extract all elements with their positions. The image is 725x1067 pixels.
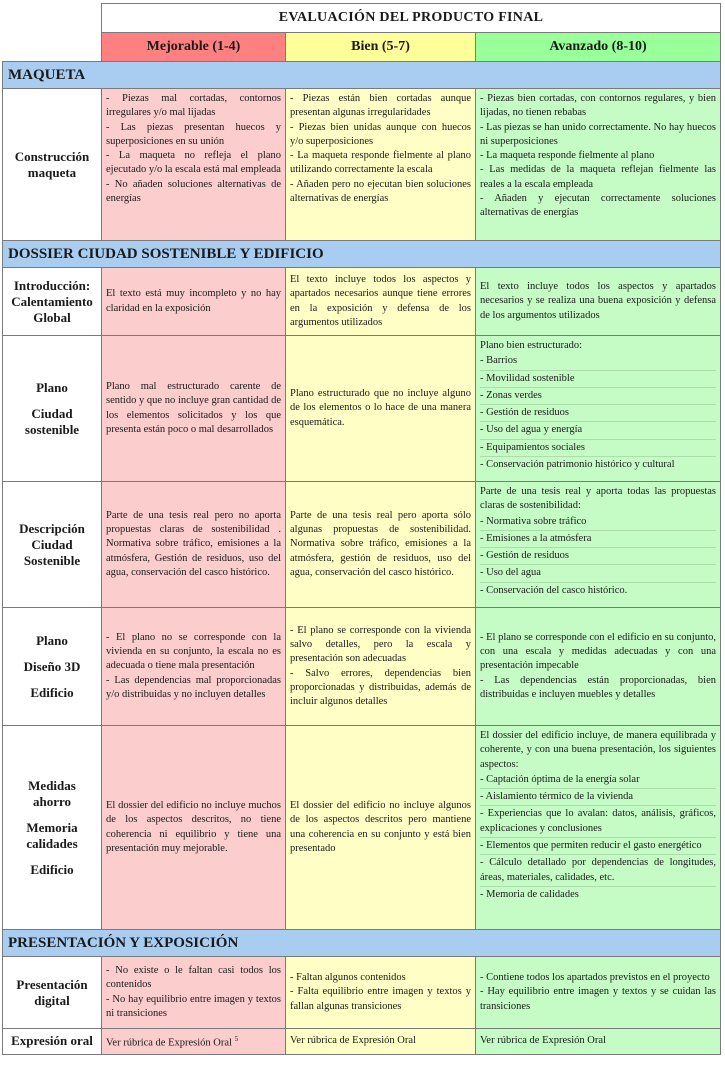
criterion-presentacion-digital: Presentación digital xyxy=(3,957,102,1029)
presentacion-digital-mejorable: - No existe o le faltan casi todos los contenidos - No hay equilibrio entre imagen y textos ni transiciones xyxy=(102,957,286,1029)
list-item: - Gestión de residuos xyxy=(480,548,716,565)
criterion-plano-edificio: Plano Diseño 3D Edificio xyxy=(3,608,102,726)
criterion-plano-ciudad: Plano Ciudad sostenible xyxy=(3,336,102,482)
medidas-avanzado: El dossier del edificio incluye, de manera equilibrada y coherente, y con una buena presentación, los siguientes aspectos: - Captación óptima de la energía solar - Aislamiento térmico de la vivienda - Experiencias que lo avalan: datos, análisis, gráficos, explicaciones y conclusiones - Elementos que permiten reducir el gasto energético - Cálculo detallado por dependencias de longitudes, áreas, materiales, calidades, etc. - Memoria de calidades xyxy=(476,726,721,930)
construccion-mejorable: - Piezas mal cortadas, contornos irregulares y/o mal lijadas - Las piezas presentan huecos y superposiciones en su unión - La maqueta no refleja el plano ejecutado y/o la escala está mal empleada - No añaden soluciones alternativas de energías xyxy=(102,89,286,241)
introduccion-avanzado: El texto incluye todos los aspectos y apartados necesarios y se realiza una buena exposición y defensa de los argumentos utilizados xyxy=(476,268,721,336)
list-item: - Zonas verdes xyxy=(480,388,716,405)
list-item: - Uso del agua y energía xyxy=(480,422,716,439)
level-mejorable: Mejorable (1-4) xyxy=(102,33,286,62)
list-item: - Memoria de calidades xyxy=(480,888,579,900)
plano-edificio-avanzado: - El plano se corresponde con el edificio en su conjunto, con una escala y medidas adecuadas y con una presentación impecable - Las dependencias están proporcionadas, bien distribuidas e incluyen muebles y detalles xyxy=(476,608,721,726)
expresion-oral-avanzado: Ver rúbrica de Expresión Oral xyxy=(476,1029,721,1055)
criterion-expresion-oral: Expresión oral xyxy=(3,1029,102,1055)
expresion-oral-mejorable: Ver rúbrica de Expresión Oral $^5$ xyxy=(102,1029,286,1055)
construccion-bien: - Piezas están bien cortadas aunque presentan algunas irregularidades - Piezas bien unidas aunque con huecos y/o superposiciones - La maqueta responde fielmente al plano utilizando correctamente la escala - Añaden pero no ejecutan bien soluciones alternativas de energías xyxy=(286,89,476,241)
evaluation-rubric-table xyxy=(2,3,721,1055)
introduccion-mejorable: El texto está muy incompleto y no hay claridad en la exposición xyxy=(102,268,286,336)
list-item: - Movilidad sostenible xyxy=(480,371,716,388)
section-dossier: DOSSIER CIUDAD SOSTENIBLE Y EDIFICIO xyxy=(3,241,721,268)
presentacion-digital-bien: - Faltan algunos contenidos - Falta equilibrio entre imagen y textos y fallan algunas transiciones xyxy=(286,957,476,1029)
plano-ciudad-mejorable: Plano mal estructurado carente de sentido y que no incluye gran cantidad de los elementos solicitados y los que presenta están poco o mal desarrollados xyxy=(102,336,286,482)
section-presentacion: PRESENTACIÓN Y EXPOSICIÓN xyxy=(3,930,721,957)
level-bien: Bien (5-7) xyxy=(286,33,476,62)
footnote-marker: 5 xyxy=(234,1035,239,1043)
medidas-mejorable: El dossier del edificio no incluye muchos de los aspectos descritos, no tiene coherencia ni equilibrio y tiene una presentación muy mejorable. xyxy=(102,726,286,930)
descripcion-bien: Parte de una tesis real pero aporta sólo algunas propuestas de sostenibilidad. Normativa sobre tráfico, emisiones a la atmósfera, gestión de residuos, uso del agua, conservación del casco histórico. xyxy=(286,482,476,608)
list-item: - Aislamiento térmico de la vivienda xyxy=(480,789,716,806)
list-item: - Gestión de residuos xyxy=(480,405,716,422)
list-item: - Elementos que permiten reducir el gasto energético xyxy=(480,838,716,855)
introduccion-bien: El texto incluye todos los aspectos y apartados necesarios aunque tiene errores en la exposición y defensa de los argumentos utilizados xyxy=(286,268,476,336)
list-item: - Emisiones a la atmósfera xyxy=(480,531,716,548)
list-item: - Experiencias que lo avalan: datos, análisis, gráficos, explicaciones y conclusiones xyxy=(480,806,716,838)
list-item: - Barrios xyxy=(480,353,716,370)
expresion-oral-bien: Ver rúbrica de Expresión Oral xyxy=(286,1029,476,1055)
criterion-introduccion: Introducción: Calentamiento Global xyxy=(3,268,102,336)
list-item: - Cálculo detallado por dependencias de longitudes, áreas, materiales, calidades, etc. xyxy=(480,855,716,887)
descripcion-avanzado: Parte de una tesis real y aporta todas las propuestas claras de sostenibilidad: - Normativa sobre tráfico - Emisiones a la atmósfera - Gestión de residuos - Uso del agua - Conservación del casco histórico. xyxy=(476,482,721,608)
list-item: - Conservación patrimonio histórico y cultural xyxy=(480,459,675,471)
section-maqueta: MAQUETA xyxy=(3,62,721,89)
list-item: - Uso del agua xyxy=(480,565,716,582)
list-item: - Captación óptima de la energía solar xyxy=(480,772,716,789)
criterion-construccion: Construcción maqueta xyxy=(3,89,102,241)
criterion-medidas: Medidas ahorro Memoria calidades Edificio xyxy=(3,726,102,930)
list-item: - Normativa sobre tráfico xyxy=(480,514,716,531)
plano-edificio-bien: - El plano se corresponde con la vivienda salvo detalles, pero la escala y presentación son adecuadas - Salvo errores, dependencias bien proporcionadas y distribuidas, además de incluir algunos detalles xyxy=(286,608,476,726)
rubric-title: EVALUACIÓN DEL PRODUCTO FINAL xyxy=(102,4,721,33)
list-item: - Equipamientos sociales xyxy=(480,440,716,457)
corner-blank xyxy=(3,4,102,62)
construccion-avanzado: - Piezas bien cortadas, con contornos regulares, y bien lijadas, no tienen rebabas - Las piezas se han unido correctamente. No hay huecos ni superposiciones - La maqueta responde fielmente al plano - Las medidas de la maqueta reflejan fielmente las reales a la escala empleada - Añaden y ejecutan correctamente soluciones alternativas de energías xyxy=(476,89,721,241)
plano-edificio-mejorable: - El plano no se corresponde con la vivienda en su conjunto, la escala no es adecuada o tiene mala presentación - Las dependencias mal proporcionadas y/o distribuidas y no incluyen detalles xyxy=(102,608,286,726)
list-item: - Conservación del casco histórico. xyxy=(480,584,628,596)
level-avanzado: Avanzado (8-10) xyxy=(476,33,721,62)
criterion-descripcion: Descripción Ciudad Sostenible xyxy=(3,482,102,608)
medidas-bien: El dossier del edificio no incluye algunos de los aspectos descritos pero mantiene una coherencia en su conjunto y está bien presentado xyxy=(286,726,476,930)
presentacion-digital-avanzado: - Contiene todos los apartados previstos en el proyecto - Hay equilibrio entre imagen y textos y se cuidan las transiciones xyxy=(476,957,721,1029)
plano-ciudad-bien: Plano estructurado que no incluye alguno de los elementos o lo hace de una manera esquemática. xyxy=(286,336,476,482)
plano-ciudad-avanzado: Plano bien estructurado: - Barrios - Movilidad sostenible - Zonas verdes - Gestión de residuos - Uso del agua y energía - Equipamientos sociales - Conservación patrimonio histórico y cultural xyxy=(476,336,721,482)
descripcion-mejorable: Parte de una tesis real pero no aporta propuestas claras de sostenibilidad . Normativa sobre tráfico, emisiones a la atmósfera, Gestión de residuos, uso del agua, conservación del casco histórico. xyxy=(102,482,286,608)
